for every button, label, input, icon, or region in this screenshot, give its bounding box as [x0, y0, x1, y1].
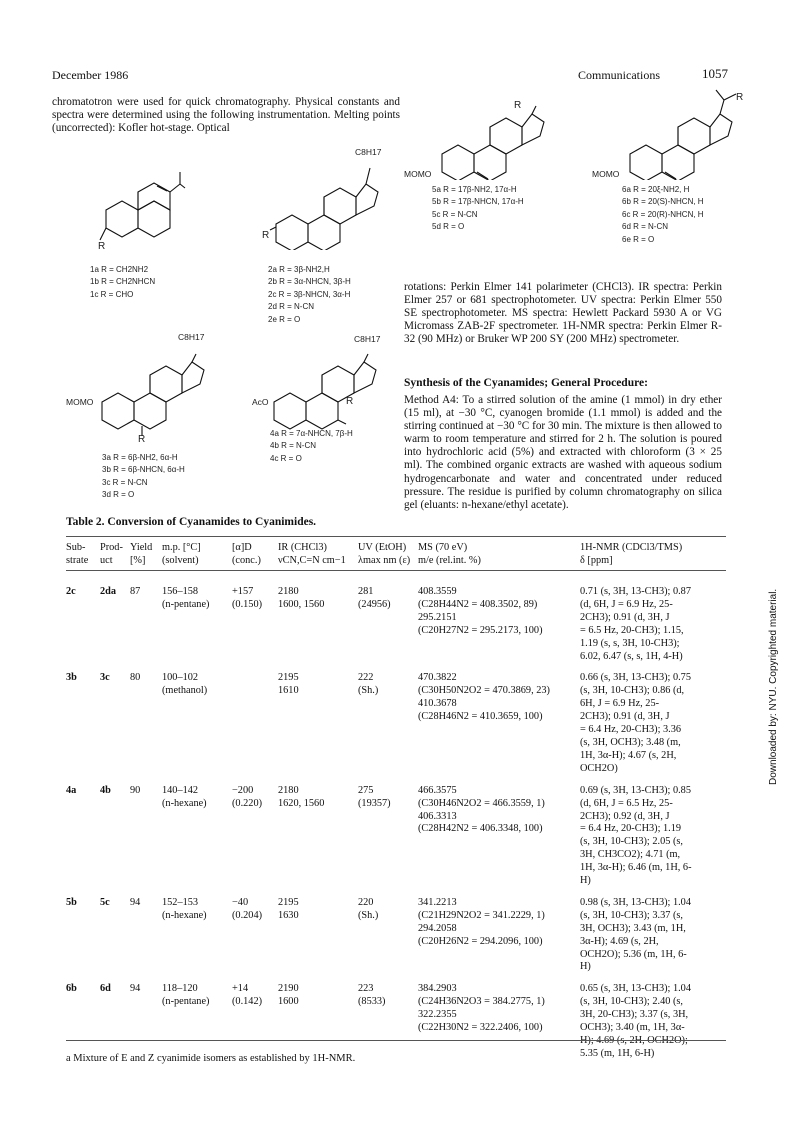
cell-prod-line: 5c	[100, 896, 110, 908]
cell-mp-line: 140–142	[162, 784, 199, 796]
cell-nmr-line: (d, 6H, J = 6.5 Hz, 25-	[580, 797, 673, 809]
cell-nmr-line: 0.65 (s, 3H, 13-CH3); 1.04	[580, 983, 691, 995]
cell-uv-line: 223	[358, 983, 374, 995]
cell-ms-line: (C28H46N2 = 410.3659, 100)	[418, 711, 543, 723]
synthesis-heading: Synthesis of the Cyanamides; General Procedure:	[404, 377, 648, 389]
cell-uv	[358, 785, 418, 897]
cell-alpha-line: (0.150)	[232, 598, 263, 610]
cell-nmr-line: OCH2O)	[580, 762, 618, 774]
cell-uv	[358, 672, 418, 784]
cell-uv-line: 275	[358, 784, 374, 796]
cell-ir-line: 1620, 1560	[278, 797, 325, 809]
cell-ms-line: 295.2151	[418, 611, 457, 623]
cell-ms-line: (C21H29N2O2 = 341.2229, 1)	[418, 909, 545, 921]
cell-nmr-line: 0.69 (s, 3H, 13-CH3); 0.85	[580, 784, 691, 796]
cell-ir-line: 1630	[278, 909, 299, 921]
cell-nmr-line: 0.71 (s, 3H, 13-CH3); 0.87	[580, 586, 691, 597]
cell-ir	[278, 897, 358, 983]
cell-nmr	[580, 785, 726, 897]
cell-alpha	[232, 785, 278, 897]
cell-mp	[162, 672, 232, 784]
cell-nmr	[580, 897, 726, 983]
cell-nmr-line: 1.19 (s, s, 3H, 10-CH3);	[580, 637, 680, 649]
cell-nmr-line: 3H, CH3CO2); 4.71 (m,	[580, 849, 681, 861]
cell-nmr-line: 2CH3); 0.91 (d, 3H, J	[580, 611, 670, 623]
cell-uv	[358, 586, 418, 672]
cell-sub	[66, 672, 100, 784]
cell-nmr-line: 5.35 (m, 1H, 6-H)	[580, 1047, 655, 1059]
cell-ms-line: 294.2058	[418, 922, 457, 934]
cell-mp-line: (methanol)	[162, 685, 208, 697]
cell-ir-line: 1600, 1560	[278, 598, 325, 610]
structure-2-r: R	[262, 230, 270, 241]
cell-yield-line: 80	[130, 672, 141, 684]
cell-ir-line: 2190	[278, 983, 299, 995]
cell-ir-line: 2180	[278, 586, 299, 597]
cell-nmr-line: 6.02, 6.47 (s, s, 1H, 4-H)	[580, 650, 683, 662]
cell-sub-line: 4a	[66, 784, 77, 796]
cell-uv-line: (8533)	[358, 996, 386, 1008]
table-top-rule	[66, 536, 726, 537]
cell-yield-line: 94	[130, 983, 141, 995]
cell-alpha	[232, 586, 278, 672]
table-header-rule	[66, 570, 726, 571]
compound-6c: 6c R = 20(R)-NHCN, H	[622, 209, 704, 219]
cell-yield	[130, 586, 162, 672]
cell-nmr-line: 3α-H); 4.69 (s, 2H,	[580, 935, 659, 947]
compound-2-list	[268, 264, 351, 326]
cell-sub	[66, 785, 100, 897]
cell-mp-line: (n-hexane)	[162, 909, 207, 921]
table-header	[66, 542, 726, 567]
structure-6-drawing	[620, 80, 744, 180]
cell-nmr-line: = 6.5 Hz, 20-CH3); 1.15,	[580, 624, 684, 636]
structure-3-momo: MOMO	[66, 397, 94, 407]
cell-mp	[162, 586, 232, 672]
cell-nmr	[580, 983, 726, 1069]
cell-uv-line: 281	[358, 586, 374, 597]
compound-6b: 6b R = 20(S)-NHCN, H	[622, 197, 704, 207]
cell-prod	[100, 897, 130, 983]
cell-ir	[278, 785, 358, 897]
cell-yield-line: 94	[130, 896, 141, 908]
cell-ms-line: (C30H46N2O2 = 466.3559, 1)	[418, 797, 545, 809]
compound-4-list	[270, 428, 353, 465]
cell-mp	[162, 897, 232, 983]
cell-mp-line: (n-pentane)	[162, 598, 210, 610]
cell-nmr-line: (s, 3H, 10-CH3); 2.40 (s,	[580, 996, 683, 1008]
cell-alpha-line: +157	[232, 586, 254, 597]
compound-1b: 1b R = CH2NHCN	[90, 277, 156, 287]
col-header-ir: IR (CHCl3) νCN,C=N cm−1	[278, 542, 346, 566]
cell-nmr-line: 6H, J = 6.9 Hz, 25-	[580, 698, 660, 710]
col-header-substrate: Sub- strate	[66, 542, 89, 566]
compound-6d: 6d R = N-CN	[622, 222, 669, 232]
cell-ir-line: 1610	[278, 685, 299, 697]
compound-5-list	[432, 184, 524, 234]
compound-3-list	[102, 452, 185, 502]
cell-ms	[418, 672, 580, 784]
cell-nmr-line: OCH2O); 5.36 (m, 1H, 6-	[580, 948, 687, 960]
structure-5-drawing	[432, 100, 556, 180]
cell-alpha-line: (0.204)	[232, 909, 263, 921]
cell-ms-line: (C20H27N2 = 295.2173, 100)	[418, 624, 543, 636]
cell-prod	[100, 672, 130, 784]
col-header-nmr: 1H-NMR (CDCl3/TMS) δ [ppm]	[580, 542, 683, 566]
cell-nmr-line: (s, 3H, OCH3); 3.48 (m,	[580, 736, 681, 748]
cell-mp-line: (n-hexane)	[162, 797, 207, 809]
cell-ms	[418, 897, 580, 983]
cell-mp-line: 118–120	[162, 983, 198, 995]
cell-alpha	[232, 897, 278, 983]
compound-2a: 2a R = 3β-NH2,H	[268, 265, 330, 274]
cell-nmr-line: = 6.4 Hz, 20-CH3); 3.36	[580, 724, 682, 736]
col-header-rotation: [α]D (conc.)	[232, 542, 261, 566]
table-row	[66, 586, 726, 672]
cell-ms-line: (C30H50N2O2 = 470.3869, 23)	[418, 685, 550, 697]
compound-3a: 3a R = 6β-NH2, 6α-H	[102, 453, 178, 462]
compound-3c: 3c R = N-CN	[102, 477, 148, 487]
cell-ms-line: 410.3678	[418, 698, 457, 710]
cell-nmr-line: (s, 3H, 10-CH3); 2.05 (s,	[580, 836, 683, 848]
cell-ms-line: (C28H44N2 = 408.3502, 89)	[418, 598, 538, 610]
cell-ms-line: (C24H36N2O3 = 384.2775, 1)	[418, 996, 545, 1008]
col-header-yield: Yield [%]	[130, 542, 153, 566]
structure-3-r: R	[138, 434, 146, 445]
cell-alpha-line: (0.142)	[232, 996, 263, 1008]
structure-5-r: R	[514, 100, 522, 111]
cell-alpha-line: (0.220)	[232, 797, 263, 809]
cell-alpha	[232, 672, 278, 784]
cell-yield	[130, 785, 162, 897]
table-caption: Table 2. Conversion of Cyanamides to Cyanimides.	[66, 516, 317, 528]
cell-alpha-line: −40	[232, 896, 249, 908]
page-number: 1057	[702, 66, 728, 81]
cell-yield-line: 87	[130, 586, 141, 597]
cell-nmr-line: (s, 3H, 10-CH3); 0.86 (d,	[580, 685, 685, 697]
cell-sub-line: 5b	[66, 896, 77, 908]
structure-5-momo: MOMO	[404, 169, 432, 179]
cell-ms-line: 406.3313	[418, 810, 457, 822]
cell-nmr-line: 2CH3); 0.91 (d, 3H, J	[580, 711, 670, 723]
compound-5b: 5b R = 17β-NHCN, 17α-H	[432, 197, 524, 207]
cell-ms-line: 322.2355	[418, 1009, 457, 1021]
cell-ms-line: 341.2213	[418, 896, 457, 908]
cell-nmr-line: H); 4.69 (s, 2H, OCH2O);	[580, 1035, 688, 1046]
cell-ir	[278, 586, 358, 672]
cell-mp-line: 156–158	[162, 586, 199, 597]
compound-6e: 6e R = O	[622, 234, 655, 244]
structure-3-sidechain: C8H17	[178, 332, 205, 342]
instrumentation-paragraph: rotations: Perkin Elmer 141 polarimeter (CHCl3). IR spectra: Perkin Elmer 257 or 681 spectrophotometer. UV spectra: Perkin Elmer 550 SE spectrophotometer. MS spectra: Hewlett Packard 5930 A or VG Micromass ZAB-2F spectrometer. 1H-NMR spectra: Perkin Elmer R-32 (90 MHz) or Bruker WP 200 SY (200 MHz) spectrometer.	[404, 281, 722, 346]
compound-1a: 1a R = CH2NH2	[90, 265, 149, 274]
cell-ms-line: (C20H26N2 = 294.2096, 100)	[418, 935, 543, 947]
compound-4b: 4b R = N-CN	[270, 441, 317, 451]
compound-3d: 3d R = O	[102, 490, 135, 500]
compound-1c: 1c R = CHO	[90, 289, 134, 299]
compound-4a: 4a R = 7α-NHCN, 7β-H	[270, 429, 353, 438]
structure-4-sidechain: C8H17	[354, 334, 381, 344]
cell-ms	[418, 785, 580, 897]
intro-paragraph: chromatotron were used for quick chromatography. Physical constants and spectra were determined using the following instrumentation. Melting points (uncorrected): Kofler hot-stage. Optical	[52, 96, 400, 135]
cell-mp-line: 100–102	[162, 672, 199, 684]
cell-ms-line: (C22H30N2 = 322.2406, 100)	[418, 1022, 543, 1034]
cell-uv-line: (24956)	[358, 598, 391, 610]
cell-nmr-line: 1H, 3α-H); 6.46 (m, 1H, 6-	[580, 862, 692, 874]
cell-ms-line: (C28H42N2 = 406.3348, 100)	[418, 823, 543, 835]
compound-2c: 2c R = 3β-NHCN, 3α-H	[268, 289, 351, 299]
cell-ms-line: 470.3822	[418, 672, 457, 684]
cell-nmr-line: 3H, 20-CH3); 3.37 (s, 3H,	[580, 1009, 689, 1021]
structure-4-r: R	[346, 396, 354, 407]
structure-3-drawing	[92, 352, 216, 436]
cell-nmr-line: 0.98 (s, 3H, 13-CH3); 1.04	[580, 896, 691, 908]
cell-prod	[100, 785, 130, 897]
structure-4-aco: AcO	[252, 397, 269, 407]
cell-mp-line: (n-pentane)	[162, 996, 210, 1008]
table-row	[66, 897, 726, 983]
running-header-section: Communications	[578, 68, 660, 82]
compound-6a: 6a R = 20ξ-NH2, H	[622, 185, 690, 194]
compound-5a: 5a R = 17β-NH2, 17α-H	[432, 185, 517, 194]
download-watermark	[768, 455, 788, 785]
structure-2-sidechain: C8H17	[355, 147, 382, 157]
structure-2-drawing	[262, 148, 390, 250]
compound-2d: 2d R = N-CN	[268, 302, 315, 312]
cell-ms	[418, 586, 580, 672]
cell-alpha-line: −200	[232, 784, 254, 796]
cell-ir-line: 1600	[278, 996, 299, 1008]
structure-1-drawing	[86, 148, 186, 250]
cell-yield	[130, 897, 162, 983]
cell-uv-line: 220	[358, 896, 374, 908]
cell-nmr-line: (d, 6H, J = 6.9 Hz, 25-	[580, 598, 673, 610]
cell-nmr-line: H)	[580, 961, 591, 973]
cell-ir-line: 2195	[278, 672, 299, 684]
structure-1-r: R	[98, 241, 106, 252]
cell-mp	[162, 785, 232, 897]
cell-uv-line: (Sh.)	[358, 909, 379, 921]
cell-nmr-line: H)	[580, 875, 591, 887]
compound-1-list	[90, 264, 155, 301]
cell-nmr-line: OCH3); 3.40 (m, 1H, 3α-	[580, 1022, 685, 1034]
structure-4-drawing	[266, 352, 386, 432]
compound-6-list	[622, 184, 704, 246]
compound-4c: 4c R = O	[270, 453, 302, 463]
cell-nmr-line: 1H, 3α-H); 4.67 (s, 2H,	[580, 749, 677, 761]
col-header-mp: m.p. [°C] (solvent)	[162, 542, 201, 566]
col-header-product: Prod- uct	[100, 542, 123, 566]
cell-sub	[66, 897, 100, 983]
cell-sub	[66, 586, 100, 672]
cell-uv-line: (19357)	[358, 797, 391, 809]
cell-uv	[358, 983, 418, 1069]
cell-ir-line: 2180	[278, 784, 299, 796]
cell-yield-line: 90	[130, 784, 141, 796]
structure-6-r: R	[736, 92, 744, 103]
cell-sub-line: 2c	[66, 586, 76, 597]
compound-2b: 2b R = 3α-NHCN, 3β-H	[268, 277, 351, 287]
cell-nmr	[580, 672, 726, 784]
cell-nmr-line: = 6.4 Hz, 20-CH3); 1.19	[580, 823, 682, 835]
table-body	[66, 586, 726, 1070]
cell-nmr-line: (s, 3H, 10-CH3); 3.37 (s,	[580, 909, 683, 921]
cell-uv	[358, 897, 418, 983]
cell-prod	[100, 586, 130, 672]
cell-nmr	[580, 586, 726, 672]
col-header-ms: MS (70 eV) m/e (rel.int. %)	[418, 542, 481, 566]
download-watermark-text: Downloaded by: NYU. Copyrighted material.	[768, 588, 779, 785]
cell-yield	[130, 672, 162, 784]
compound-5d: 5d R = O	[432, 222, 465, 232]
cell-prod-line: 6d	[100, 983, 111, 995]
cell-nmr-line: 2CH3); 0.92 (d, 3H, J	[580, 810, 670, 822]
cell-mp-line: 152–153	[162, 896, 199, 908]
structure-6-momo: MOMO	[592, 169, 620, 179]
table-row	[66, 785, 726, 897]
cell-prod-line: 3c	[100, 672, 110, 684]
cell-uv-line: 222	[358, 672, 374, 684]
cell-nmr-line: 3H, OCH3); 3.43 (m, 1H,	[580, 922, 686, 934]
cell-prod-line: 4b	[100, 784, 111, 796]
cell-ms	[418, 983, 580, 1069]
cell-sub-line: 6b	[66, 983, 77, 995]
compound-3b: 3b R = 6β-NHCN, 6α-H	[102, 465, 185, 475]
cell-ms-line: 408.3559	[418, 586, 457, 597]
cell-nmr-line: 0.66 (s, 3H, 13-CH3); 0.75	[580, 672, 691, 684]
method-paragraph: Method A4: To a stirred solution of the amine (1 mmol) in dry ether (15 ml), at −30 °C, cyanogen bromide (1.1 mmol) is added and the stirring continued at −30 °C for 30 min. The mixture is then allowed to warm to room temperature and stirred for 2 h. The solution is poured into hydrochloric acid (5%) and extracted with chloroform (3 × 25 ml). The combined organic extracts are washed with aqueous sodium hydrogencarbonate and water and concentrated under reduced pressure. The residue is purified by column chromatography on silica gel (eluants: n-hexane/ethyl acetate).	[404, 394, 722, 511]
col-header-uv: UV (EtOH) λmax nm (ε)	[358, 542, 411, 566]
cell-prod-line: 2da	[100, 586, 117, 597]
cell-ir	[278, 672, 358, 784]
cell-ir-line: 2195	[278, 896, 299, 908]
cell-alpha-line: +14	[232, 983, 249, 995]
cell-uv-line: (Sh.)	[358, 685, 379, 697]
compound-2e: 2e R = O	[268, 314, 301, 324]
cell-ms-line: 466.3575	[418, 784, 457, 796]
table-row	[66, 672, 726, 784]
table-bottom-rule	[66, 1040, 726, 1041]
running-header-date: December 1986	[52, 68, 129, 82]
compound-5c: 5c R = N-CN	[432, 209, 478, 219]
cell-ms-line: 384.2903	[418, 983, 457, 995]
table-footnote: a Mixture of E and Z cyanimide isomers as established by 1H-NMR.	[66, 1053, 356, 1064]
cell-sub-line: 3b	[66, 672, 77, 684]
